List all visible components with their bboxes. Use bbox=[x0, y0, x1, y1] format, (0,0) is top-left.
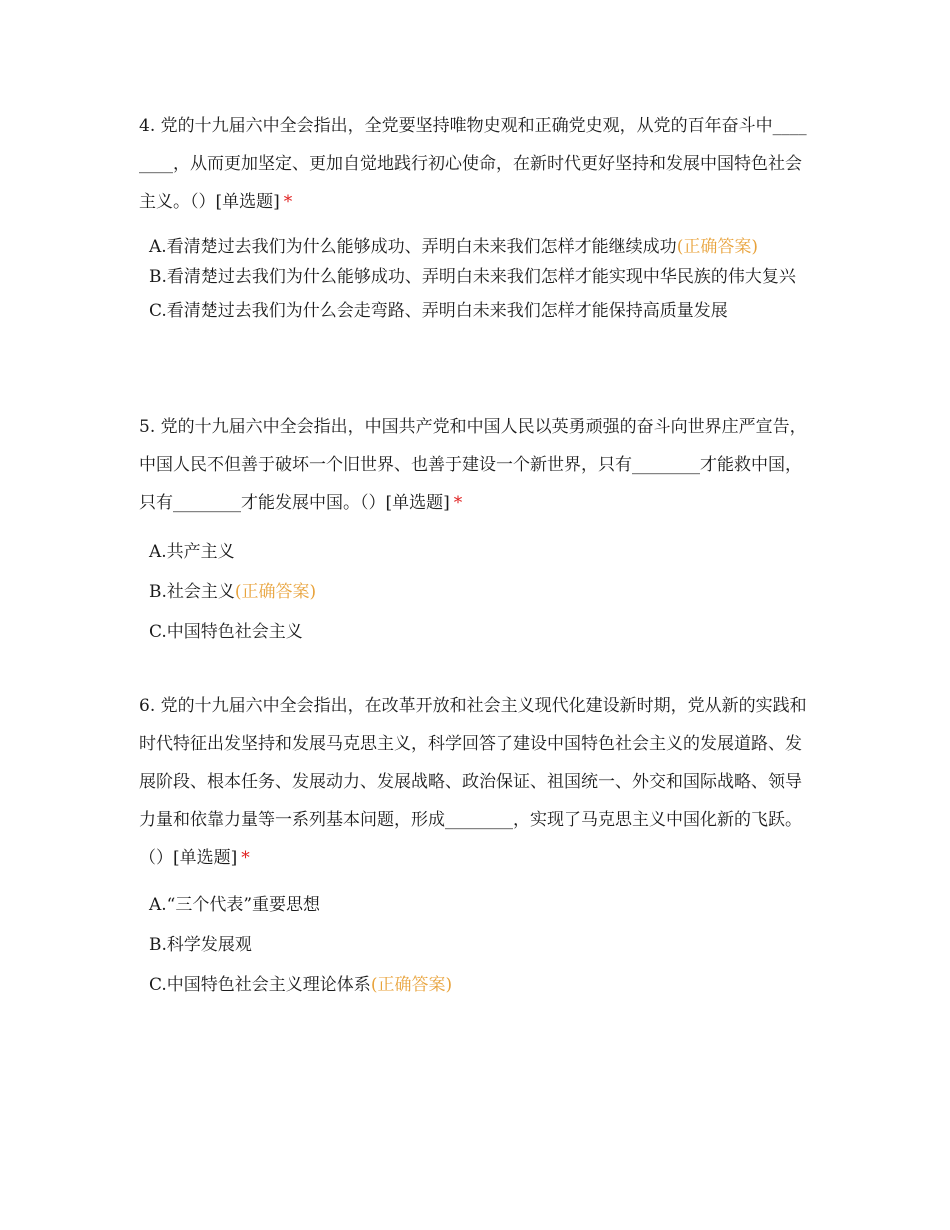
question-text: 4. 党的十九届六中全会指出，全党要坚持唯物史观和正确党史观，从党的百年奋斗中________，从而更加坚定、更加自觉地践行初心使命，在新时代更好坚持和发展中国特色社会主义。（）[单选题] * bbox=[139, 116, 807, 212]
correct-answer-label: (正确答案) bbox=[370, 975, 453, 995]
option-c[interactable]: C.中国特色社会主义理论体系(正确答案) bbox=[149, 975, 453, 995]
option-list bbox=[139, 893, 815, 997]
question-4 bbox=[139, 107, 815, 323]
option-a[interactable]: A.“三个代表”重要思想 bbox=[149, 895, 321, 915]
question-6 bbox=[139, 687, 815, 997]
option-b[interactable]: B.科学发展观 bbox=[149, 935, 252, 955]
option-a[interactable]: A.看清楚过去我们为什么能够成功、弄明白未来我们怎样才能继续成功(正确答案) bbox=[149, 237, 758, 257]
option-c[interactable]: C.看清楚过去我们为什么会走弯路、弄明白未来我们怎样才能保持高质量发展 bbox=[149, 301, 728, 321]
option-a[interactable]: A.共产主义 bbox=[149, 542, 235, 562]
option-list bbox=[139, 235, 815, 323]
question-text: 5. 党的十九届六中全会指出，中国共产党和中国人民以英勇顽强的奋斗向世界庄严宣告，中国人民不但善于破坏一个旧世界、也善于建设一个新世界，只有________才能救中国，只有________才能发展中国。（）[单选题] * bbox=[139, 417, 807, 513]
correct-answer-label: (正确答案) bbox=[676, 237, 758, 257]
required-mark: * bbox=[241, 848, 250, 868]
correct-answer-label: (正确答案) bbox=[234, 582, 317, 602]
option-c[interactable]: C.中国特色社会主义 bbox=[149, 622, 303, 642]
option-b[interactable]: B.看清楚过去我们为什么能够成功、弄明白未来我们怎样才能实现中华民族的伟大复兴 bbox=[149, 267, 796, 287]
question-5 bbox=[139, 408, 815, 644]
required-mark: * bbox=[453, 493, 463, 513]
question-text: 6. 党的十九届六中全会指出，在改革开放和社会主义现代化建设新时期，党从新的实践和时代特征出发坚持和发展马克思主义，科学回答了建设中国特色社会主义的发展道路、发展阶段、根本任务、发展动力、发展战略、政治保证、祖国统一、外交和国际战略、领导力量和依靠力量等一系列基本问题，形成________，实现了马克思主义中国化新的飞跃。（）[单选题] * bbox=[139, 696, 807, 868]
option-b[interactable]: B.社会主义(正确答案) bbox=[149, 582, 317, 602]
required-mark: * bbox=[283, 192, 293, 212]
option-list bbox=[139, 540, 815, 644]
